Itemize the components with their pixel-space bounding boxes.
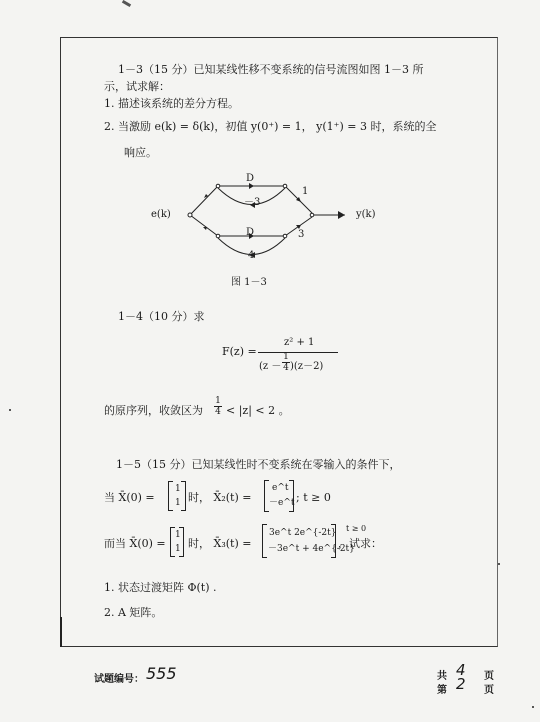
diagram-lower-delay: D bbox=[246, 227, 255, 238]
total-pages-value: 4 bbox=[456, 661, 466, 679]
q15-cond2-sol-1: －3e^t + 4e^{-2t} bbox=[268, 544, 355, 554]
q15-cond2-c: ，试求： bbox=[338, 537, 382, 550]
diagram-lower-feedback: 4 bbox=[248, 250, 255, 261]
q15-cond1-vec-1: 1 bbox=[175, 498, 181, 508]
q15-cond1-vector bbox=[168, 481, 186, 511]
q14-numerator: z² + 1 bbox=[284, 337, 315, 348]
q13-line2: 示，试求解： bbox=[104, 80, 170, 93]
q14-tail-a: 的原序列，收敛区为 bbox=[104, 404, 203, 417]
diagram-caption: 图 1－3 bbox=[231, 277, 267, 288]
diagram-upper-delay: D bbox=[246, 173, 255, 184]
diagram-input-label: e(k) bbox=[151, 209, 171, 220]
current-page-value: 2 bbox=[456, 675, 466, 693]
q15-cond1-c: ; t ≥ 0 bbox=[296, 491, 331, 504]
diagram-lower-gain: 3 bbox=[298, 229, 305, 240]
q15-cond1-vec-0: 1 bbox=[175, 484, 181, 494]
q15-cond2-b: 时， X̄₃(t) = bbox=[188, 537, 252, 550]
q15-cond1-a: 当 X̄(0) = bbox=[104, 491, 155, 504]
q14-header: 1－4（10 分）求 bbox=[118, 310, 205, 323]
current-page-unit: 页 bbox=[484, 685, 494, 696]
q14-den-frac-den: 4 bbox=[283, 363, 289, 373]
q15-header: 1－5（15 分）已知某线性时不变系统在零输入的条件下， bbox=[116, 458, 401, 471]
q14-tail-b: < |z| < 2 。 bbox=[226, 404, 290, 417]
q14-den-b: )(z－2) bbox=[290, 361, 324, 372]
q15-cond1-solution bbox=[264, 480, 294, 512]
q15-cond2-a: 而当 X̄(0) = bbox=[104, 537, 166, 550]
diagram-upper-feedback: －3 bbox=[244, 197, 261, 208]
q14-tail-frac bbox=[214, 396, 222, 417]
q14-den-frac-num: 1 bbox=[283, 352, 289, 362]
q15-cond2-vec-0: 1 bbox=[175, 530, 181, 540]
total-pages-unit: 页 bbox=[484, 671, 494, 682]
q13-line1: 1－3（15 分）已知某线性移不变系统的信号流图如图 1－3 所 bbox=[118, 63, 424, 76]
q15-cond2-vec-1: 1 bbox=[175, 544, 181, 554]
total-pages-label: 共 bbox=[437, 671, 447, 682]
exam-number-label: 试题编号： bbox=[94, 674, 144, 685]
q14-tail-frac-den: 4 bbox=[215, 407, 221, 417]
q15-cond2-sol-0: 3e^t 2e^{-2t} bbox=[269, 528, 337, 538]
q15-cond1-b: 时， X̄₂(t) = bbox=[188, 491, 252, 504]
q15-item1: 1. 状态过渡矩阵 Φ(t) . bbox=[104, 581, 217, 594]
q14-den-frac bbox=[282, 352, 290, 373]
diagram-output-label: y(k) bbox=[356, 209, 376, 220]
q15-cond2-vector bbox=[170, 527, 184, 557]
q15-cond1-sol-1: －e^t bbox=[269, 498, 295, 508]
q15-cond2-t: t ≥ 0 bbox=[346, 524, 367, 533]
q14-fraction-bar bbox=[258, 352, 338, 353]
q15-item2: 2. A 矩阵。 bbox=[104, 606, 163, 619]
q15-cond1-sol-0: e^t bbox=[272, 483, 289, 493]
exam-number-value: 555 bbox=[146, 664, 177, 683]
q13-item2-cont: 响应。 bbox=[124, 146, 157, 159]
diagram-upper-gain: 1 bbox=[302, 186, 309, 197]
q13-item1: 1. 描述该系统的差分方程。 bbox=[104, 97, 239, 110]
q14-tail-frac-num: 1 bbox=[215, 396, 221, 406]
q14-den-a: (z － bbox=[259, 361, 282, 372]
q13-item2: 2. 当激励 e(k) = δ(k)，初值 y(0⁺) = 1， y(1⁺) = 3 时，系统的全 bbox=[104, 120, 437, 133]
q14-lhs: F(z) = bbox=[222, 345, 257, 358]
current-page-label: 第 bbox=[437, 685, 447, 696]
q15-cond2-solution bbox=[262, 524, 355, 558]
